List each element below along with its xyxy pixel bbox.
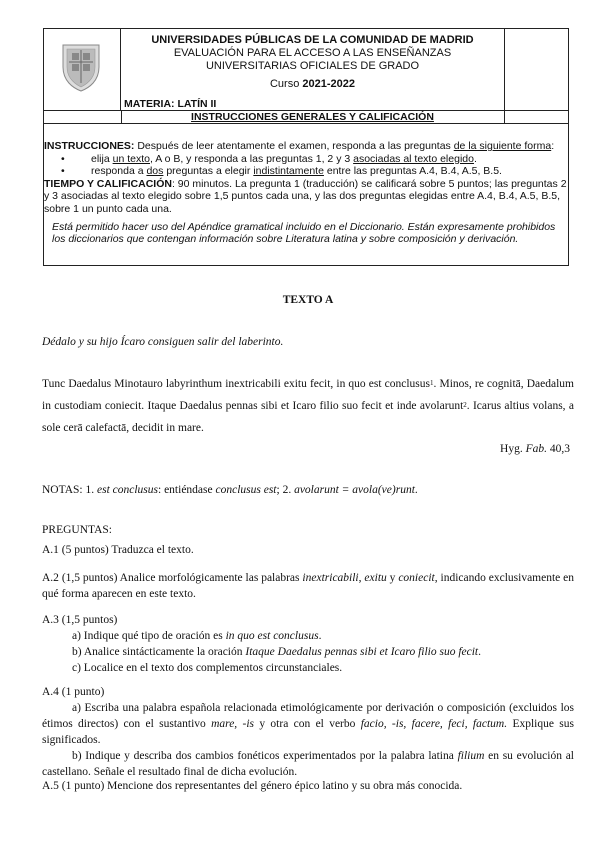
notes-text-3: . [414, 484, 418, 496]
a2-word-1: inextricabili [302, 572, 359, 584]
course-value: 2021-2022 [302, 78, 355, 90]
a2-sep-1: , [358, 572, 365, 584]
instructions-lead-bold: INSTRUCCIONES: [44, 140, 135, 152]
a3-title: A.3 (1,5 puntos) [42, 614, 118, 626]
text-a-heading: TEXTO A [282, 294, 334, 306]
a4b-latin: filium [457, 750, 485, 762]
a3a-text: a) Indique qué tipo de oración es [72, 630, 226, 642]
question-a1: A.1 (5 puntos) Traduzca el texto. [42, 544, 194, 556]
question-a2 [42, 570, 574, 602]
question-a4 [42, 684, 574, 780]
bullet-1-text: elija [91, 152, 113, 165]
bullet-2-underline-2: indistintamente [253, 165, 324, 177]
source-author: Hyg. [500, 443, 526, 455]
latin-passage-part-3: . Icarus altius volans, a sole cerā calefactā, decidit in mare. [42, 400, 574, 434]
a3b-text: b) Analice sintácticamente la oración [72, 646, 246, 658]
bullet-2-text: responda a [91, 165, 147, 177]
instructions-lead-underline: de la siguiente forma [453, 140, 552, 152]
question-a3 [42, 612, 574, 676]
university-seal-icon [59, 41, 103, 93]
questions-label: PREGUNTAS: [42, 524, 113, 536]
subject-label: MATERIA: LATÍN II [124, 98, 217, 110]
header-line-3: UNIVERSITARIAS OFICIALES DE GRADO [205, 60, 420, 72]
university-name: UNIVERSIDADES PÚBLICAS DE LA COMUNIDAD DE MADRID [151, 34, 474, 46]
a2-text: A.2 (1,5 puntos) Analice morfológicamente las palabras [42, 572, 303, 584]
instructions-title-bar [44, 110, 568, 124]
a3a-end: . [318, 630, 322, 642]
bullet-1-text-2: , A o B, y responda a las preguntas 1, 2 y 3 [149, 152, 354, 165]
time-and-grading [44, 178, 568, 216]
a3-part-c: c) Localice en el texto dos complementos circunstanciales. [72, 662, 343, 674]
notes [42, 482, 574, 498]
latin-passage-part-2: . Minos, re cognitā, Daedalum in custodiam coniecit. Itaque Daedalus pennas sibi et Icaro filio suo fecit et inde avolarunt [42, 378, 574, 412]
instructions-title: INSTRUCCIONES GENERALES Y CALIFICACIÓN [191, 111, 434, 123]
a3b-end: . [478, 646, 482, 658]
latin-passage [42, 373, 574, 439]
notes-label: NOTAS: 1. [42, 484, 97, 496]
logo-cell [44, 29, 121, 110]
instruction-bullet-1 [44, 153, 568, 166]
bullet-2-text-3: entre las preguntas A.4, B.4, A.5, B.5. [323, 165, 502, 177]
a4b-text-2: en su evolución al castellano. Señale el resultado final de dicha evolución. [42, 750, 574, 778]
a4-part-b [42, 748, 574, 780]
a3-part-a [42, 628, 574, 644]
divider [504, 111, 505, 123]
a2-word-2: exitu [364, 572, 387, 584]
passage-source [42, 441, 570, 457]
footnote-ref-2: 2 [463, 401, 467, 409]
instructions-lead [44, 140, 568, 153]
course-label: Curso [269, 78, 303, 90]
a3a-latin: in quo est conclusus [225, 630, 319, 642]
a4a-noun: mare, -is [211, 718, 255, 730]
source-ref: 40,3 [547, 443, 570, 455]
a4b-text: b) Indique y describa dos cambios fonéticos experimentados por la palabra latina [72, 750, 458, 762]
a4a-verb: facio, -is, facere, feci, factum. [360, 718, 508, 730]
instructions-lead-text: Después de leer atentamente el examen, responda a las preguntas [134, 140, 454, 152]
a2-sep-2: y [386, 572, 399, 584]
header-line-2: EVALUACIÓN PARA EL ACCESO A LAS ENSEÑANZAS [173, 47, 452, 59]
notes-text-2: ; 2. [276, 484, 295, 496]
instructions-body [44, 140, 568, 245]
course-line [121, 78, 504, 91]
instructions-lead-end: : [551, 140, 555, 152]
bullet-1-underline-1: un texto [112, 152, 150, 165]
a3-part-b [42, 644, 574, 660]
a3b-latin: Itaque Daedalus pennas sibi et Icaro filio suo fecit [245, 646, 479, 658]
a4-part-a [42, 700, 574, 748]
a4a-text: a) Escriba una palabra española relacionada etimológicamente por derivación o composición (excluidos los étimos directos) con el sustantivo [42, 702, 574, 730]
latin-passage-part-1: Tunc Daedalus Minotauro labyrinthum inextricabili exitu fecit, in quo est conclusus [42, 378, 431, 390]
allowed-materials-note: Está permitido hacer uso del Apéndice gramatical incluido en el Diccionario. Están expresamente prohibidos los diccionarios que contengan información sobre Literatura latina y sobre composición y derivación. [52, 221, 556, 245]
a2-word-3: coniecit [398, 572, 435, 584]
bullet-2-underline-1: dos [146, 165, 164, 177]
source-work: Fab. [525, 443, 547, 455]
time-grading-text: : 90 minutos. La pregunta 1 (traducción) se calificará sobre 5 puntos; las preguntas 2 y 3 asociadas al texto elegido sobre 1,5 puntos cada una, y las dos preguntas elegidas entre A.4, B.4, A.5, B.5, sobre 1 un punto cada una. [44, 177, 567, 215]
a4a-text-3: Explique sus significados. [42, 718, 574, 746]
time-grading-label: TIEMPO Y CALIFICACIÓN [44, 177, 172, 190]
a4-title: A.4 (1 punto) [42, 686, 105, 698]
notes-term-1: est conclusus [96, 484, 158, 496]
notes-term-3: avolarunt = avola(ve)runt [294, 484, 415, 496]
a2-text-end: , indicando exclusivamente en qué forma aparecen en este texto. [42, 572, 575, 600]
header-top [44, 29, 568, 110]
notes-text-1: : entiéndase [158, 484, 216, 496]
question-a5: A.5 (1 punto) Mencione dos representantes del género épico latino y su obra más conocida. [42, 780, 463, 792]
bullet-1-underline-2: asociadas al texto elegido [353, 152, 474, 165]
bullet-1-text-3: . [473, 152, 477, 165]
notes-term-2: conclusus est [215, 484, 277, 496]
header-right-cell [504, 29, 568, 110]
bullet-2-text-2: preguntas a elegir [163, 165, 254, 177]
a4a-text-2: y otra con el verbo [254, 718, 361, 730]
text-a-subtitle: Dédalo y su hijo Ícaro consiguen salir del laberinto. [42, 336, 284, 348]
footnote-ref-1: 1 [430, 379, 434, 387]
instruction-bullet-2 [44, 165, 568, 178]
